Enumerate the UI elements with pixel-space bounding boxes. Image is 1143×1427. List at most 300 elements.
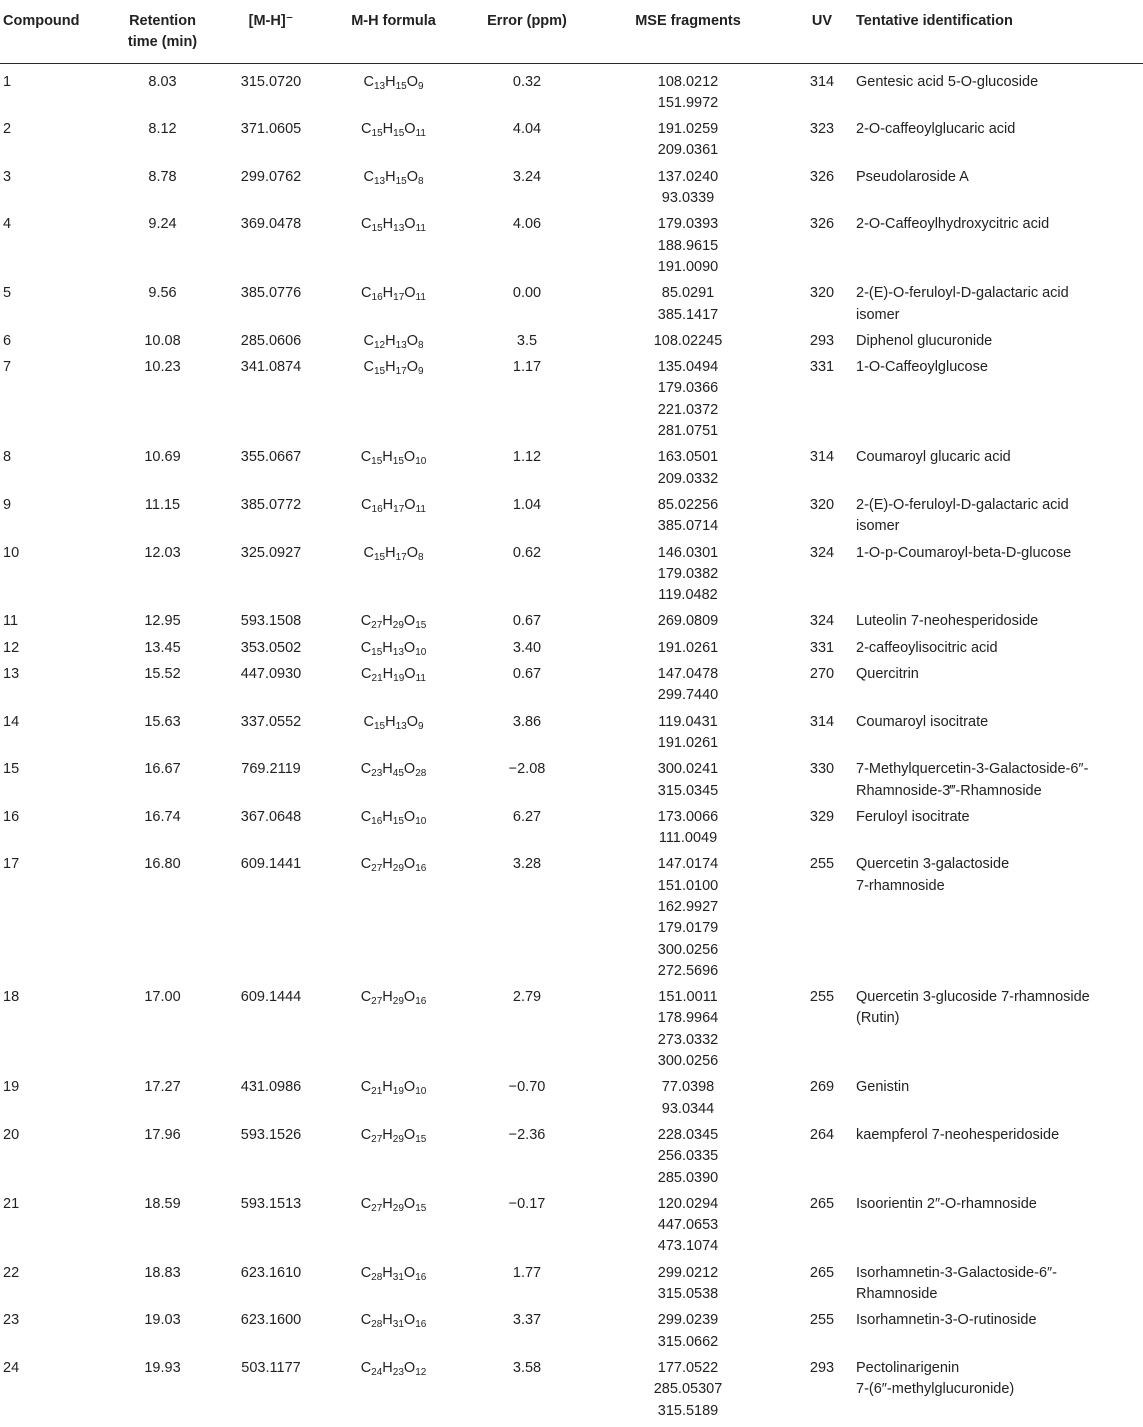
cell-formula (321, 1189, 466, 1258)
cell-error: 0.67 (512, 613, 542, 630)
cell-compound: 8 (3, 449, 12, 466)
fragment-value: 315.0345 (657, 782, 719, 799)
identification-line: 7-rhamnoside (856, 877, 945, 894)
cell-identification (856, 326, 1143, 352)
formula-count: 17 (395, 551, 407, 563)
formula-element: O (403, 1195, 416, 1212)
table-row (0, 209, 1143, 278)
cell-mh: 371.0605 (240, 121, 302, 138)
cell-identification (856, 1072, 1143, 1120)
formula-count: 19 (393, 673, 405, 685)
formula-count: 11 (415, 128, 426, 140)
formula-element: O (403, 808, 416, 825)
identification-line: 1-O-p-Coumaroyl-beta-D-glucose (856, 544, 1072, 561)
formula-count: 28 (371, 1319, 383, 1331)
cell-error: 0.00 (512, 285, 542, 302)
fragment-value: 191.0261 (657, 639, 719, 656)
formula-count: 10 (415, 1086, 427, 1098)
formula-element: C (361, 496, 372, 513)
identification-line: 7-(6″-methylglucuronide) (856, 1381, 1015, 1398)
cell-retention-time: 18.59 (144, 1195, 181, 1212)
cell-mse-fragments (588, 352, 788, 442)
formula-count: 17 (393, 503, 405, 515)
formula-element: C (363, 359, 374, 376)
formula-count: 15 (395, 80, 407, 92)
cell-mse-fragments (588, 162, 788, 210)
formula-count: 15 (373, 720, 386, 732)
cell-retention-time: 16.74 (144, 808, 181, 825)
cell-mse-fragments (588, 1189, 788, 1258)
cell-retention-time: 16.67 (144, 761, 181, 778)
formula-count: 13 (395, 720, 407, 732)
table-row (0, 352, 1143, 442)
cell-identification (856, 849, 1143, 982)
fragment-value: 285.05307 (653, 1381, 723, 1398)
fragment-value: 191.0261 (657, 734, 719, 751)
cell-compound: 21 (3, 1195, 20, 1212)
identification-line: 2-O-Caffeoylhydroxycitric acid (856, 216, 1050, 233)
fragment-value: 285.0390 (657, 1169, 719, 1186)
identification-line: 2-caffeoylisocitric acid (856, 639, 998, 656)
cell-retention-time: 12.95 (144, 613, 181, 630)
fragment-value: 93.0344 (661, 1100, 715, 1117)
header-error: Error (ppm) (466, 0, 588, 63)
cell-formula (321, 1120, 466, 1189)
cell-mse-fragments (588, 982, 788, 1072)
fragment-value: 147.0174 (657, 856, 719, 873)
identification-line: Gentesic acid 5-O-glucoside (856, 73, 1039, 90)
formula-count: 28 (371, 1271, 383, 1283)
cell-mse-fragments (588, 114, 788, 162)
formula-element: O (406, 332, 418, 349)
cell-retention-time: 9.56 (148, 285, 177, 302)
fragment-value: 385.0714 (657, 518, 719, 535)
cell-formula (321, 802, 466, 850)
fragment-value: 119.0482 (658, 587, 718, 604)
table-row (0, 633, 1143, 659)
formula-element: H (382, 1264, 393, 1281)
formula-element: C (361, 666, 372, 683)
fragment-value: 315.5189 (657, 1402, 719, 1419)
formula-element: H (385, 73, 396, 90)
cell-error: −2.36 (508, 1126, 546, 1143)
cell-retention-time: 15.63 (144, 713, 181, 730)
formula-element: O (404, 121, 416, 138)
cell-retention-time: 12.03 (144, 544, 181, 561)
formula-element: O (404, 285, 416, 302)
formula-count: 16 (415, 863, 427, 875)
cell-mh: 315.0720 (240, 73, 302, 90)
formula-element: H (382, 1079, 393, 1096)
cell-mh: 341.0874 (240, 359, 302, 376)
formula-element: O (403, 1079, 416, 1096)
formula-element: O (403, 1359, 416, 1376)
formula-count: 15 (371, 456, 383, 468)
cell-formula (321, 162, 466, 210)
formula-element: O (406, 168, 418, 185)
fragment-value: 111.0049 (658, 830, 718, 847)
fragment-value: 162.9927 (657, 898, 719, 915)
cell-formula (321, 849, 466, 982)
fragment-value: 191.0259 (657, 121, 719, 138)
table-row (0, 162, 1143, 210)
fragment-value: 299.7440 (657, 687, 719, 704)
cell-error: 3.86 (512, 713, 542, 730)
cell-mh: 623.1600 (240, 1312, 302, 1329)
cell-compound: 4 (3, 216, 12, 233)
identification-line: Quercetin 3-glucoside 7-rhamnoside (856, 989, 1090, 1006)
cell-mh: 385.0772 (240, 496, 302, 513)
formula-element: C (363, 544, 374, 561)
formula-count: 27 (371, 863, 383, 875)
header-mse-fragments: MSE fragments (588, 0, 788, 63)
header-formula: M-H formula (321, 0, 466, 63)
formula-count: 27 (371, 1202, 383, 1214)
identification-line: Isorhamnetin-3-Galactoside-6″- (856, 1264, 1057, 1281)
cell-formula (321, 606, 466, 632)
table-row (0, 278, 1143, 326)
cell-uv: 330 (809, 761, 835, 778)
identification-line: 2-(E)-O-feruloyl-D-galactaric acid (856, 285, 1069, 302)
formula-count: 31 (392, 1271, 404, 1283)
cell-identification (856, 1305, 1143, 1353)
formula-element: H (382, 496, 394, 513)
cell-formula (321, 442, 466, 490)
cell-identification (856, 442, 1143, 490)
formula-element: H (382, 285, 394, 302)
identification-line: 7-Methylquercetin-3-Galactoside-6″- (856, 761, 1089, 778)
table-row (0, 659, 1143, 707)
header-uv: UV (788, 0, 856, 63)
fragment-value: 473.1074 (657, 1238, 719, 1255)
cell-error: 1.77 (512, 1264, 542, 1281)
cell-error: 3.24 (512, 168, 542, 185)
formula-count: 15 (373, 551, 386, 563)
cell-compound: 19 (3, 1079, 20, 1096)
identification-line: Rhamnoside (856, 1286, 938, 1303)
cell-mse-fragments (588, 490, 788, 538)
cell-uv: 265 (809, 1264, 835, 1281)
formula-element: H (385, 332, 396, 349)
cell-compound: 9 (3, 496, 12, 513)
formula-element: O (403, 989, 416, 1006)
cell-identification (856, 1189, 1143, 1258)
cell-formula (321, 352, 466, 442)
table-row (0, 1258, 1143, 1306)
header-rt-line1: Retention (129, 13, 196, 29)
table-row (0, 606, 1143, 632)
fragment-value: 269.0809 (657, 613, 719, 630)
identification-line: 2-(E)-O-feruloyl-D-galactaric acid (856, 496, 1069, 513)
formula-element: C (363, 168, 374, 185)
formula-count: 8 (417, 551, 424, 563)
formula-element: O (404, 666, 416, 683)
formula-count: 29 (392, 996, 404, 1008)
cell-uv: 265 (809, 1195, 835, 1212)
cell-error: −0.70 (508, 1079, 546, 1096)
cell-retention-time: 19.93 (144, 1359, 181, 1376)
cell-mse-fragments (588, 1305, 788, 1353)
formula-count: 13 (392, 646, 404, 658)
cell-uv: 324 (809, 613, 835, 630)
cell-formula (321, 982, 466, 1072)
cell-identification (856, 1120, 1143, 1189)
cell-compound: 7 (3, 359, 12, 376)
formula-count: 16 (371, 292, 383, 304)
cell-mse-fragments (588, 1120, 788, 1189)
formula-count: 9 (417, 80, 424, 92)
fragment-value: 300.0256 (657, 941, 719, 958)
fragment-value: 281.0751 (657, 423, 719, 440)
formula-element: H (382, 856, 393, 873)
fragment-value: 179.0393 (657, 216, 719, 233)
cell-uv: 293 (809, 1359, 835, 1376)
cell-identification (856, 209, 1143, 278)
fragment-value: 300.0241 (657, 761, 719, 778)
formula-element: H (382, 1359, 393, 1376)
formula-element: H (382, 989, 393, 1006)
formula-element: C (360, 613, 372, 630)
formula-count: 16 (415, 1319, 427, 1331)
identification-line: 2-O-caffeoylglucaric acid (856, 121, 1016, 138)
cell-retention-time: 15.52 (144, 666, 181, 683)
identification-line: Pectolinarigenin (856, 1359, 960, 1376)
cell-mse-fragments (588, 707, 788, 755)
fragment-value: 173.0066 (657, 808, 719, 825)
formula-element: C (360, 1195, 372, 1212)
cell-uv: 314 (809, 713, 835, 730)
formula-count: 31 (392, 1319, 404, 1331)
cell-retention-time: 17.96 (144, 1126, 181, 1143)
cell-retention-time: 17.00 (144, 989, 181, 1006)
fragment-value: 85.0291 (661, 285, 715, 302)
cell-retention-time: 8.03 (148, 73, 177, 90)
fragment-value: 178.9964 (657, 1010, 719, 1027)
formula-element: H (382, 1312, 393, 1329)
formula-element: C (360, 449, 372, 466)
cell-uv: 255 (809, 856, 835, 873)
cell-mh: 623.1610 (240, 1264, 302, 1281)
cell-uv: 255 (809, 989, 835, 1006)
cell-mh: 299.0762 (240, 168, 302, 185)
formula-element: O (404, 496, 416, 513)
formula-count: 45 (392, 768, 404, 780)
table-row (0, 707, 1143, 755)
cell-formula (321, 278, 466, 326)
cell-uv: 320 (809, 285, 835, 302)
cell-identification (856, 982, 1143, 1072)
header-retention-time (104, 0, 221, 63)
cell-retention-time: 10.69 (144, 449, 181, 466)
cell-retention-time: 16.80 (144, 856, 181, 873)
formula-element: C (360, 1359, 372, 1376)
formula-count: 15 (371, 128, 383, 140)
formula-count: 17 (393, 292, 405, 304)
cell-identification (856, 802, 1143, 850)
cell-uv: 293 (809, 332, 835, 349)
cell-error: 4.04 (512, 121, 542, 138)
cell-formula (321, 1258, 466, 1306)
table-body (0, 63, 1143, 1422)
formula-element: C (360, 856, 372, 873)
formula-element: C (361, 285, 372, 302)
formula-count: 19 (392, 1086, 404, 1098)
cell-mh: 337.0552 (240, 713, 302, 730)
table-row (0, 442, 1143, 490)
fragment-value: 228.0345 (657, 1126, 719, 1143)
formula-element: H (382, 639, 393, 656)
formula-count: 16 (415, 996, 427, 1008)
cell-compound: 14 (3, 713, 20, 730)
formula-count: 16 (371, 503, 383, 515)
header-identification: Tentative identification (856, 0, 1143, 63)
formula-count: 12 (373, 339, 386, 351)
cell-identification (856, 659, 1143, 707)
cell-uv: 320 (809, 496, 835, 513)
formula-count: 15 (415, 1202, 427, 1214)
cell-error: 1.17 (512, 359, 542, 376)
formula-element: H (382, 761, 393, 778)
table-row (0, 1120, 1143, 1189)
cell-identification (856, 278, 1143, 326)
formula-count: 9 (417, 366, 424, 378)
cell-mh: 593.1526 (240, 1126, 302, 1143)
fragment-value: 85.02256 (657, 496, 719, 513)
formula-count: 13 (373, 175, 386, 187)
cell-uv: 331 (809, 639, 835, 656)
formula-count: 29 (392, 1202, 404, 1214)
formula-element: O (403, 613, 416, 630)
identification-line: 1-O-Caffeoylglucose (856, 359, 988, 376)
cell-compound: 13 (3, 666, 20, 683)
formula-count: 13 (373, 80, 386, 92)
identification-line: Rhamnoside-3‴-Rhamnoside (856, 782, 1042, 799)
formula-count: 21 (371, 1086, 383, 1098)
formula-element: O (403, 449, 416, 466)
formula-count: 23 (371, 768, 383, 780)
formula-element: C (360, 989, 372, 1006)
table-row (0, 1353, 1143, 1422)
formula-count: 10 (415, 456, 427, 468)
fragment-value: 77.0398 (661, 1079, 715, 1096)
identification-line: Quercitrin (856, 666, 919, 683)
cell-uv: 323 (809, 121, 835, 138)
table-row (0, 538, 1143, 607)
formula-element: O (403, 1126, 416, 1143)
fragment-value: 188.9615 (657, 237, 719, 254)
cell-error: −0.17 (508, 1195, 546, 1212)
identification-line: Diphenol glucuronide (856, 332, 993, 349)
formula-count: 10 (415, 815, 427, 827)
cell-mh: 769.2119 (241, 761, 301, 778)
cell-identification (856, 352, 1143, 442)
identification-line: (Rutin) (856, 1010, 900, 1027)
cell-mh: 609.1444 (240, 989, 302, 1006)
identification-line: isomer (856, 306, 900, 323)
formula-count: 15 (373, 366, 386, 378)
formula-element: H (385, 544, 396, 561)
cell-formula (321, 1305, 466, 1353)
fragment-value: 299.0239 (657, 1312, 719, 1329)
cell-mse-fragments (588, 278, 788, 326)
formula-count: 15 (395, 175, 407, 187)
identification-line: Isorhamnetin-3-O-rutinoside (856, 1312, 1037, 1329)
cell-error: 3.40 (512, 639, 542, 656)
fragment-value: 147.0478 (657, 666, 719, 683)
cell-error: 0.32 (512, 73, 542, 90)
cell-mse-fragments (588, 802, 788, 850)
fragment-value: 108.0212 (657, 73, 719, 90)
table-row (0, 982, 1143, 1072)
cell-compound: 2 (3, 121, 12, 138)
table-row (0, 1305, 1143, 1353)
cell-mh: 593.1513 (240, 1195, 302, 1212)
table-row (0, 802, 1143, 850)
cell-mh: 447.0930 (240, 666, 302, 683)
fragment-value: 447.0653 (657, 1217, 719, 1234)
formula-element: C (361, 121, 372, 138)
fragment-value: 179.0382 (657, 565, 719, 582)
cell-retention-time: 11.15 (144, 496, 181, 513)
formula-element: C (361, 216, 372, 233)
fragment-value: 151.0100 (657, 877, 719, 894)
cell-mse-fragments (588, 754, 788, 802)
formula-count: 13 (393, 223, 405, 235)
cell-compound: 23 (3, 1312, 20, 1329)
formula-count: 15 (371, 646, 383, 658)
fragment-value: 179.0366 (657, 380, 719, 397)
cell-retention-time: 9.24 (148, 216, 177, 233)
cell-compound: 17 (3, 856, 20, 873)
formula-element: C (363, 332, 374, 349)
cell-retention-time: 19.03 (144, 1312, 181, 1329)
table-row (0, 754, 1143, 802)
fragment-value: 177.0522 (657, 1359, 719, 1376)
cell-compound: 11 (3, 613, 19, 630)
cell-mse-fragments (588, 1072, 788, 1120)
cell-uv: 314 (809, 449, 835, 466)
cell-mh: 593.1508 (240, 613, 302, 630)
fragment-value: 146.0301 (657, 544, 719, 561)
fragment-value: 221.0372 (657, 401, 719, 418)
formula-element: O (403, 856, 416, 873)
cell-uv: 255 (809, 1312, 835, 1329)
formula-element: C (360, 1264, 372, 1281)
fragment-value: 151.9972 (657, 94, 719, 111)
fragment-value: 209.0361 (657, 142, 719, 159)
formula-element: C (363, 73, 374, 90)
formula-count: 29 (392, 1133, 404, 1145)
cell-retention-time: 17.27 (144, 1079, 181, 1096)
formula-element: C (360, 808, 372, 825)
formula-element: C (360, 639, 372, 656)
formula-element: O (403, 1264, 416, 1281)
fragment-value: 273.0332 (657, 1031, 719, 1048)
fragment-value: 315.0662 (657, 1333, 719, 1350)
cell-uv: 329 (809, 808, 835, 825)
cell-formula (321, 707, 466, 755)
formula-element: O (406, 359, 418, 376)
formula-element: H (385, 713, 396, 730)
fragment-value: 135.0494 (657, 359, 719, 376)
cell-formula (321, 490, 466, 538)
cell-identification (856, 63, 1143, 114)
header-mh: [M-H]⁻ (221, 0, 321, 63)
formula-count: 17 (395, 366, 407, 378)
cell-compound: 3 (3, 168, 12, 185)
cell-mh: 503.1177 (241, 1359, 301, 1376)
cell-formula (321, 209, 466, 278)
